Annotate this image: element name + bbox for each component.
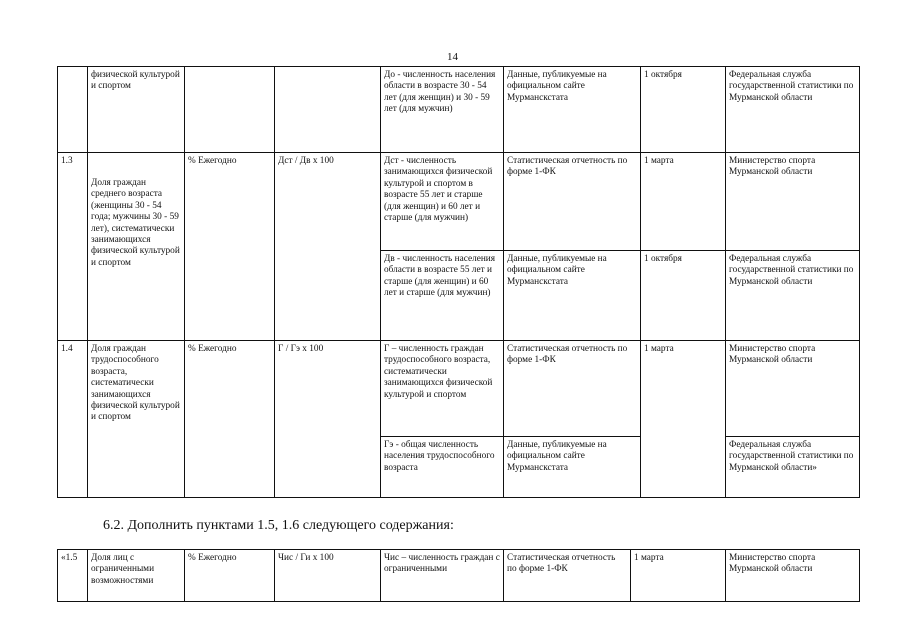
amendment-table bbox=[57, 549, 860, 602]
indicator-table bbox=[57, 66, 860, 498]
responsible-org-cell: Министерство спорта Мурманской области bbox=[726, 550, 860, 602]
variable-description-cell: До - численность населения области в возрасте 30 - 54 лет (для женщин) и 30 - 59 лет (для мужчин) bbox=[381, 67, 504, 153]
variable-description-cell: Дв - численность населения области в возрасте 55 лет и старше (для женщин) и 60 лет и старше (для мужчин) bbox=[381, 251, 504, 341]
indicator-name-cell: Доля лиц с ограниченными возможностями bbox=[88, 550, 185, 602]
unit-cell: % Ежегодно bbox=[185, 550, 275, 602]
row-number-cell bbox=[58, 67, 88, 153]
variable-description-cell: Дст - численность занимающихся физической культурой и спортом в возрасте 55 лет и старше (для женщин) и 60 лет и старше (для мужчин) bbox=[381, 153, 504, 251]
unit-cell bbox=[185, 67, 275, 153]
data-source-cell: Статистическая отчетность по форме 1-ФК bbox=[504, 153, 641, 251]
date-cell: 1 марта bbox=[631, 550, 726, 602]
table-row bbox=[58, 341, 860, 437]
variable-description-cell: Г – численность граждан трудоспособного возраста, систематически занимающихся физической культурой и спортом bbox=[381, 341, 504, 437]
variable-description-cell: Гэ - общая численность населения трудоспособного возраста bbox=[381, 437, 504, 498]
unit-cell: % Ежегодно bbox=[185, 341, 275, 498]
data-source-cell: Данные, публикуемые на официальном сайте Мурманскстата bbox=[504, 437, 641, 498]
table-row bbox=[58, 550, 860, 602]
formula-cell: Чис / Ги x 100 bbox=[275, 550, 381, 602]
table-row bbox=[58, 67, 860, 153]
indicator-name-text: Доля граждан среднего возраста (женщины 30 - 54 года; мужчины 30 - 59 лет), систематически занимающихся физической культурой и спортом bbox=[91, 178, 180, 268]
table-row bbox=[58, 153, 860, 251]
date-cell: 1 марта bbox=[641, 153, 726, 251]
date-cell: 1 октября bbox=[641, 67, 726, 153]
formula-cell: Г / Гэ x 100 bbox=[275, 341, 381, 498]
date-cell: 1 марта bbox=[641, 341, 726, 498]
amendment-paragraph: 6.2. Дополнить пунктами 1.5, 1.6 следующего содержания: bbox=[103, 518, 454, 533]
data-source-cell: Данные, публикуемые на официальном сайте Мурманскстата bbox=[504, 251, 641, 341]
variable-description-cell: Чис – численность граждан с ограниченными bbox=[381, 550, 504, 602]
data-source-cell: Статистическая отчетность по форме 1-ФК bbox=[504, 341, 641, 437]
data-source-cell: Данные, публикуемые на официальном сайте Мурманскстата bbox=[504, 67, 641, 153]
row-number-cell: 1.3 bbox=[58, 153, 88, 341]
page-number: 14 bbox=[447, 51, 458, 63]
indicator-name-cell: физической культурой и спортом bbox=[88, 67, 185, 153]
responsible-org-cell: Федеральная служба государственной статистики по Мурманской области bbox=[726, 67, 860, 153]
unit-cell: % Ежегодно bbox=[185, 153, 275, 341]
row-number-cell: 1.4 bbox=[58, 341, 88, 498]
date-cell: 1 октября bbox=[641, 251, 726, 341]
responsible-org-cell: Министерство спорта Мурманской области bbox=[726, 341, 860, 437]
row-number-cell: «1.5 bbox=[58, 550, 88, 602]
formula-cell: Дст / Дв x 100 bbox=[275, 153, 381, 341]
responsible-org-cell: Федеральная служба государственной статистики по Мурманской области bbox=[726, 251, 860, 341]
responsible-org-cell: Министерство спорта Мурманской области bbox=[726, 153, 860, 251]
data-source-cell: Статистическая отчетность по форме 1-ФК bbox=[504, 550, 631, 602]
formula-cell bbox=[275, 67, 381, 153]
responsible-org-cell: Федеральная служба государственной статистики по Мурманской области» bbox=[726, 437, 860, 498]
indicator-name-cell bbox=[88, 153, 185, 341]
indicator-name-cell: Доля граждан трудоспособного возраста, систематически занимающихся физической культурой и спортом bbox=[88, 341, 185, 498]
